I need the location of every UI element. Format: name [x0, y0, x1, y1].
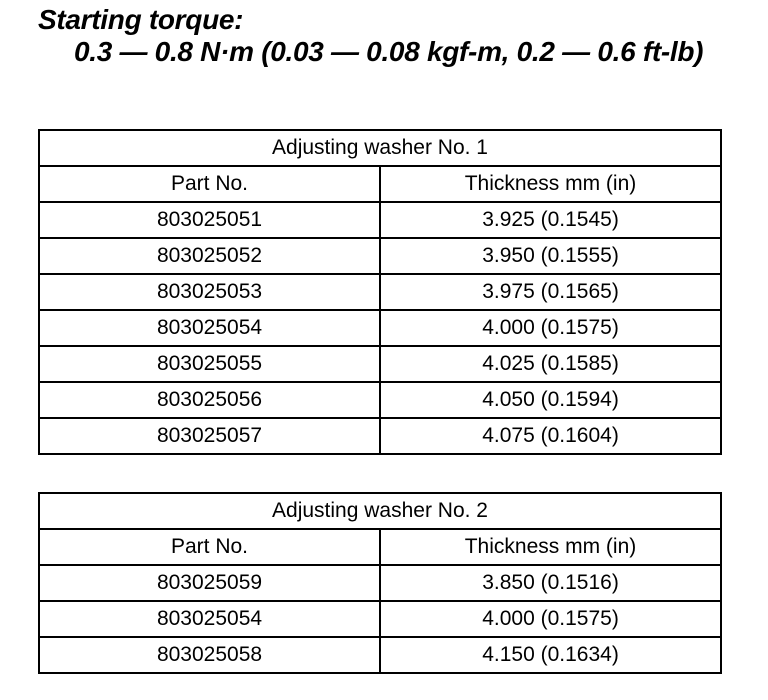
part-number-cell: 803025053: [39, 274, 380, 310]
part-number-cell: 803025059: [39, 565, 380, 601]
thickness-cell: 3.850 (0.1516): [380, 565, 721, 601]
table-row: [39, 565, 721, 601]
thickness-cell: 4.075 (0.1604): [380, 418, 721, 454]
adjusting-washer-no1-table: [38, 129, 722, 455]
thickness-cell: 4.000 (0.1575): [380, 310, 721, 346]
spec-title: Starting torque:: [38, 4, 244, 35]
table-caption: Adjusting washer No. 2: [39, 493, 721, 529]
table-row: [39, 382, 721, 418]
part-number-cell: 803025051: [39, 202, 380, 238]
column-header-part-no: Part No.: [39, 529, 380, 565]
thickness-cell: 4.050 (0.1594): [380, 382, 721, 418]
thickness-cell: 4.025 (0.1585): [380, 346, 721, 382]
part-number-cell: 803025058: [39, 637, 380, 673]
starting-torque-spec: [38, 4, 738, 68]
table-row: [39, 637, 721, 673]
thickness-cell: 3.950 (0.1555): [380, 238, 721, 274]
adjusting-washer-no2-table: [38, 492, 722, 674]
spec-value: 0.3 — 0.8 N·m (0.03 — 0.08 kgf-m, 0.2 — 0.6 ft-lb): [74, 36, 704, 67]
table-row: [39, 238, 721, 274]
table-caption: Adjusting washer No. 1: [39, 130, 721, 166]
table-row: [39, 418, 721, 454]
table-row: [39, 601, 721, 637]
thickness-cell: 4.000 (0.1575): [380, 601, 721, 637]
table-header-row: [39, 529, 721, 565]
part-number-cell: 803025054: [39, 310, 380, 346]
part-number-cell: 803025057: [39, 418, 380, 454]
part-number-cell: 803025054: [39, 601, 380, 637]
column-header-thickness: Thickness mm (in): [380, 529, 721, 565]
table-row: [39, 202, 721, 238]
table-header-row: [39, 166, 721, 202]
column-header-thickness: Thickness mm (in): [380, 166, 721, 202]
thickness-cell: 4.150 (0.1634): [380, 637, 721, 673]
thickness-cell: 3.975 (0.1565): [380, 274, 721, 310]
thickness-cell: 3.925 (0.1545): [380, 202, 721, 238]
table-row: [39, 346, 721, 382]
part-number-cell: 803025052: [39, 238, 380, 274]
part-number-cell: 803025055: [39, 346, 380, 382]
part-number-cell: 803025056: [39, 382, 380, 418]
table-row: [39, 310, 721, 346]
column-header-part-no: Part No.: [39, 166, 380, 202]
table-row: [39, 274, 721, 310]
